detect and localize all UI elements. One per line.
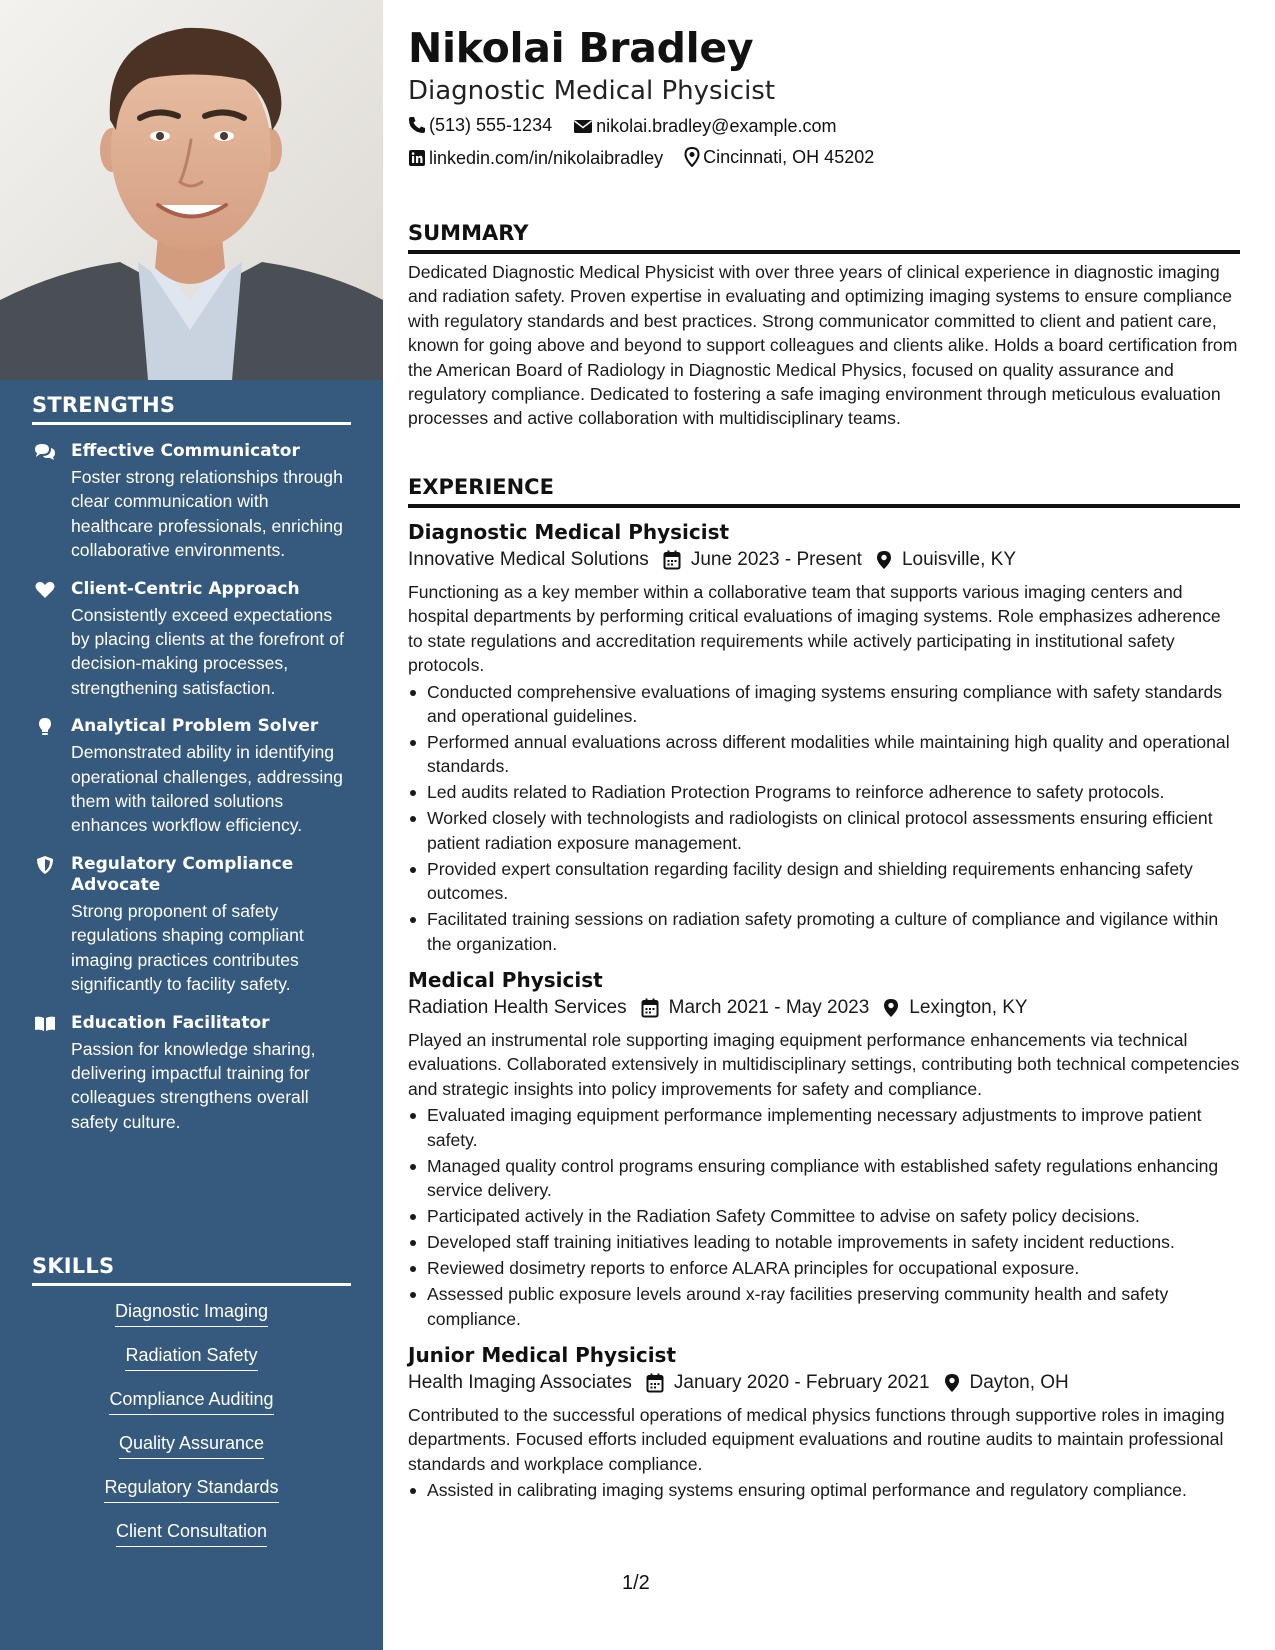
strength-title: Client-Centric Approach	[71, 578, 300, 599]
job-entry	[408, 966, 1240, 1331]
job-meta	[408, 994, 1240, 1022]
skills-list	[32, 1298, 351, 1562]
map-marker-icon	[876, 550, 892, 570]
list-item: Led audits related to Radiation Protection Programs to reinforce adherence to safety protocols.	[408, 780, 1240, 804]
candidate-name: Nikolai Bradley	[408, 24, 754, 72]
map-marker-icon	[883, 998, 899, 1018]
comments-icon	[34, 442, 56, 462]
summary-section	[408, 219, 1240, 431]
linkedin-contact[interactable]	[408, 146, 663, 170]
strength-title: Regulatory Compliance Advocate	[71, 853, 294, 895]
job-bullets	[408, 1103, 1240, 1331]
list-item: Conducted comprehensive evaluations of imaging systems ensuring compliance with safety standards and operational guidelines.	[408, 680, 1240, 729]
strength-title: Effective Communicator	[71, 441, 300, 461]
job-description: Functioning as a key member within a collaborative team that supports various imaging centers and hospital departments by performing critical evaluations of imaging systems. Role emphasizes adherence to state regulations and accreditation requirements while actively participating in institutional safety protocols.	[408, 582, 1221, 676]
list-item: Developed staff training initiatives leading to notable improvements in safety incident reductions.	[408, 1230, 1240, 1254]
job-entry	[408, 1341, 1240, 1503]
location-text: Cincinnati, OH 45202	[703, 147, 875, 167]
strength-item	[32, 716, 351, 838]
list-item: Worked closely with technologists and radiologists on clinical protocol assessments ensuring efficient patient radiation exposure management.	[408, 806, 1240, 855]
job-company: Radiation Health Services	[408, 997, 627, 1019]
list-item: Evaluated imaging equipment performance implementing necessary adjustments to improve patient safety.	[408, 1103, 1240, 1152]
shield-icon	[34, 855, 56, 875]
job-company: Innovative Medical Solutions	[408, 549, 649, 570]
skill-tag: Quality Assurance	[119, 1430, 264, 1459]
strengths-section	[32, 393, 351, 1134]
job-location-text: Louisville, KY	[901, 549, 1016, 570]
strength-description: Consistently exceed expectations by placing clients at the forefront of decision-making processes, strengthening satisfaction.	[71, 604, 344, 698]
job-dates-text: January 2020 - February 2021	[673, 1371, 930, 1393]
map-marker-icon	[684, 147, 700, 167]
list-item: Performed annual evaluations across different modalities while maintaining high quality and operational standards.	[408, 730, 1240, 779]
skills-section	[32, 1254, 351, 1562]
email-contact[interactable]	[573, 114, 836, 138]
skill-tag: Compliance Auditing	[109, 1386, 273, 1415]
job-location	[876, 546, 1016, 574]
strength-description: Foster strong relationships through clear communication with healthcare professionals, enriching collaborative environments.	[71, 467, 343, 561]
skill-tag: Radiation Safety	[125, 1342, 257, 1371]
skills-title: SKILLS	[32, 1254, 351, 1286]
list-item: Participated actively in the Radiation Safety Committee to advise on safety policy decisions.	[408, 1204, 1240, 1228]
phone-text: (513) 555-1234	[429, 115, 553, 135]
list-item: Assisted in calibrating imaging systems ensuring optimal performance and regulatory compliance.	[408, 1478, 1240, 1502]
summary-text: Dedicated Diagnostic Medical Physicist with over three years of clinical experience in diagnostic imaging and radiation safety. Proven expertise in evaluating and optimizing imaging systems to ensure compliance with regulatory standards and best practices. Strong communicator committed to client and patient care, known for going above and beyond to support colleagues and clients alike. Holds a board certification from the American Board of Radiology in Diagnostic Medical Physics, focused on quality assurance and regulatory compliance. Dedicated to fostering a safe imaging environment through meticulous evaluation processes and active collaboration with multidisciplinary teams.	[408, 262, 1238, 429]
job-dates-text: June 2023 - Present	[690, 549, 862, 570]
job-location-text: Dayton, OH	[969, 1371, 1069, 1393]
email-text: nikolai.bradley@example.com	[596, 116, 837, 136]
job-meta	[408, 546, 1240, 574]
skill-tag: Diagnostic Imaging	[115, 1298, 268, 1327]
contact-row	[408, 113, 853, 140]
job-title: Junior Medical Physicist	[408, 1342, 677, 1367]
skill-tag: Regulatory Standards	[104, 1474, 278, 1503]
candidate-title: Diagnostic Medical Physicist	[408, 76, 776, 106]
job-dates	[646, 1369, 930, 1397]
strength-title: Education Facilitator	[71, 1012, 270, 1033]
job-description: Contributed to the successful operations of medical physics functions through supportive roles in imaging departments. Focused efforts included equipment evaluations and routine audits to maintain professional standards and workplace compliance.	[408, 1404, 1225, 1474]
calendar-icon	[641, 998, 659, 1018]
phone-contact[interactable]	[408, 113, 552, 137]
list-item: Assessed public exposure levels around x-ray facilities preserving community health and safety compliance.	[408, 1282, 1240, 1331]
job-location	[944, 1369, 1069, 1397]
job-dates-text: March 2021 - May 2023	[668, 997, 870, 1019]
job-location-text: Lexington, KY	[909, 997, 1028, 1019]
phone-icon	[408, 116, 426, 134]
strength-description: Passion for knowledge sharing, delivering impactful training for colleagues strengthens overall safety culture.	[71, 1038, 316, 1132]
profile-photo	[0, 0, 383, 380]
list-item: Reviewed dosimetry reports to enforce ALARA principles for occupational exposure.	[408, 1256, 1240, 1280]
strength-description: Strong proponent of safety regulations shaping compliant imaging practices contributes significantly to facility safety.	[71, 900, 304, 995]
job-title: Diagnostic Medical Physicist	[408, 520, 730, 544]
summary-title: SUMMARY	[408, 219, 1240, 254]
skill-tag: Client Consultation	[116, 1518, 267, 1547]
strength-item	[32, 1013, 351, 1135]
calendar-icon	[663, 550, 681, 570]
list-item: Managed quality control programs ensuring compliance with established safety regulations enhancing service delivery.	[408, 1154, 1240, 1203]
calendar-icon	[646, 1373, 664, 1393]
job-description: Played an instrumental role supporting imaging equipment performance enhancements via technical evaluations. Collaborated extensively in multidisciplinary settings, contributing both technical competencies and strategic insights into policy improvements for safety and compliance.	[408, 1030, 1240, 1099]
strengths-title: STRENGTHS	[32, 393, 351, 425]
strength-title: Analytical Problem Solver	[71, 716, 319, 737]
job-meta	[408, 1369, 1240, 1397]
linkedin-icon	[408, 149, 426, 167]
strength-item	[32, 441, 351, 563]
strength-item	[32, 854, 351, 997]
experience-title: EXPERIENCE	[408, 473, 1240, 508]
experience-section	[408, 473, 1240, 1504]
strength-description: Demonstrated ability in identifying operational challenges, addressing them with tailored solutions enhances workflow efficiency.	[71, 742, 343, 836]
lightbulb-icon	[34, 717, 56, 737]
envelope-icon	[573, 118, 593, 134]
page-number: 1/2	[622, 1572, 650, 1594]
contact-row	[408, 145, 890, 173]
list-item: Provided expert consultation regarding facility design and shielding requirements enhancing safety outcomes.	[408, 857, 1240, 906]
job-company: Health Imaging Associates	[408, 1371, 632, 1393]
strength-item	[32, 579, 351, 701]
profile-photo-illustration	[0, 0, 383, 380]
sidebar	[0, 0, 383, 1650]
job-bullets	[408, 680, 1240, 956]
heart-icon	[34, 580, 56, 600]
job-location	[883, 994, 1027, 1022]
job-dates	[663, 546, 862, 574]
job-title: Medical Physicist	[408, 968, 603, 993]
list-item: Facilitated training sessions on radiation safety promoting a culture of compliance and vigilance within the organization.	[408, 907, 1240, 956]
linkedin-text: linkedin.com/in/nikolaibradley	[429, 148, 664, 168]
map-marker-icon	[944, 1373, 960, 1393]
job-entry	[408, 518, 1240, 956]
job-dates	[641, 994, 870, 1022]
location-contact	[684, 145, 874, 169]
job-bullets	[408, 1478, 1240, 1502]
book-open-icon	[34, 1014, 56, 1034]
